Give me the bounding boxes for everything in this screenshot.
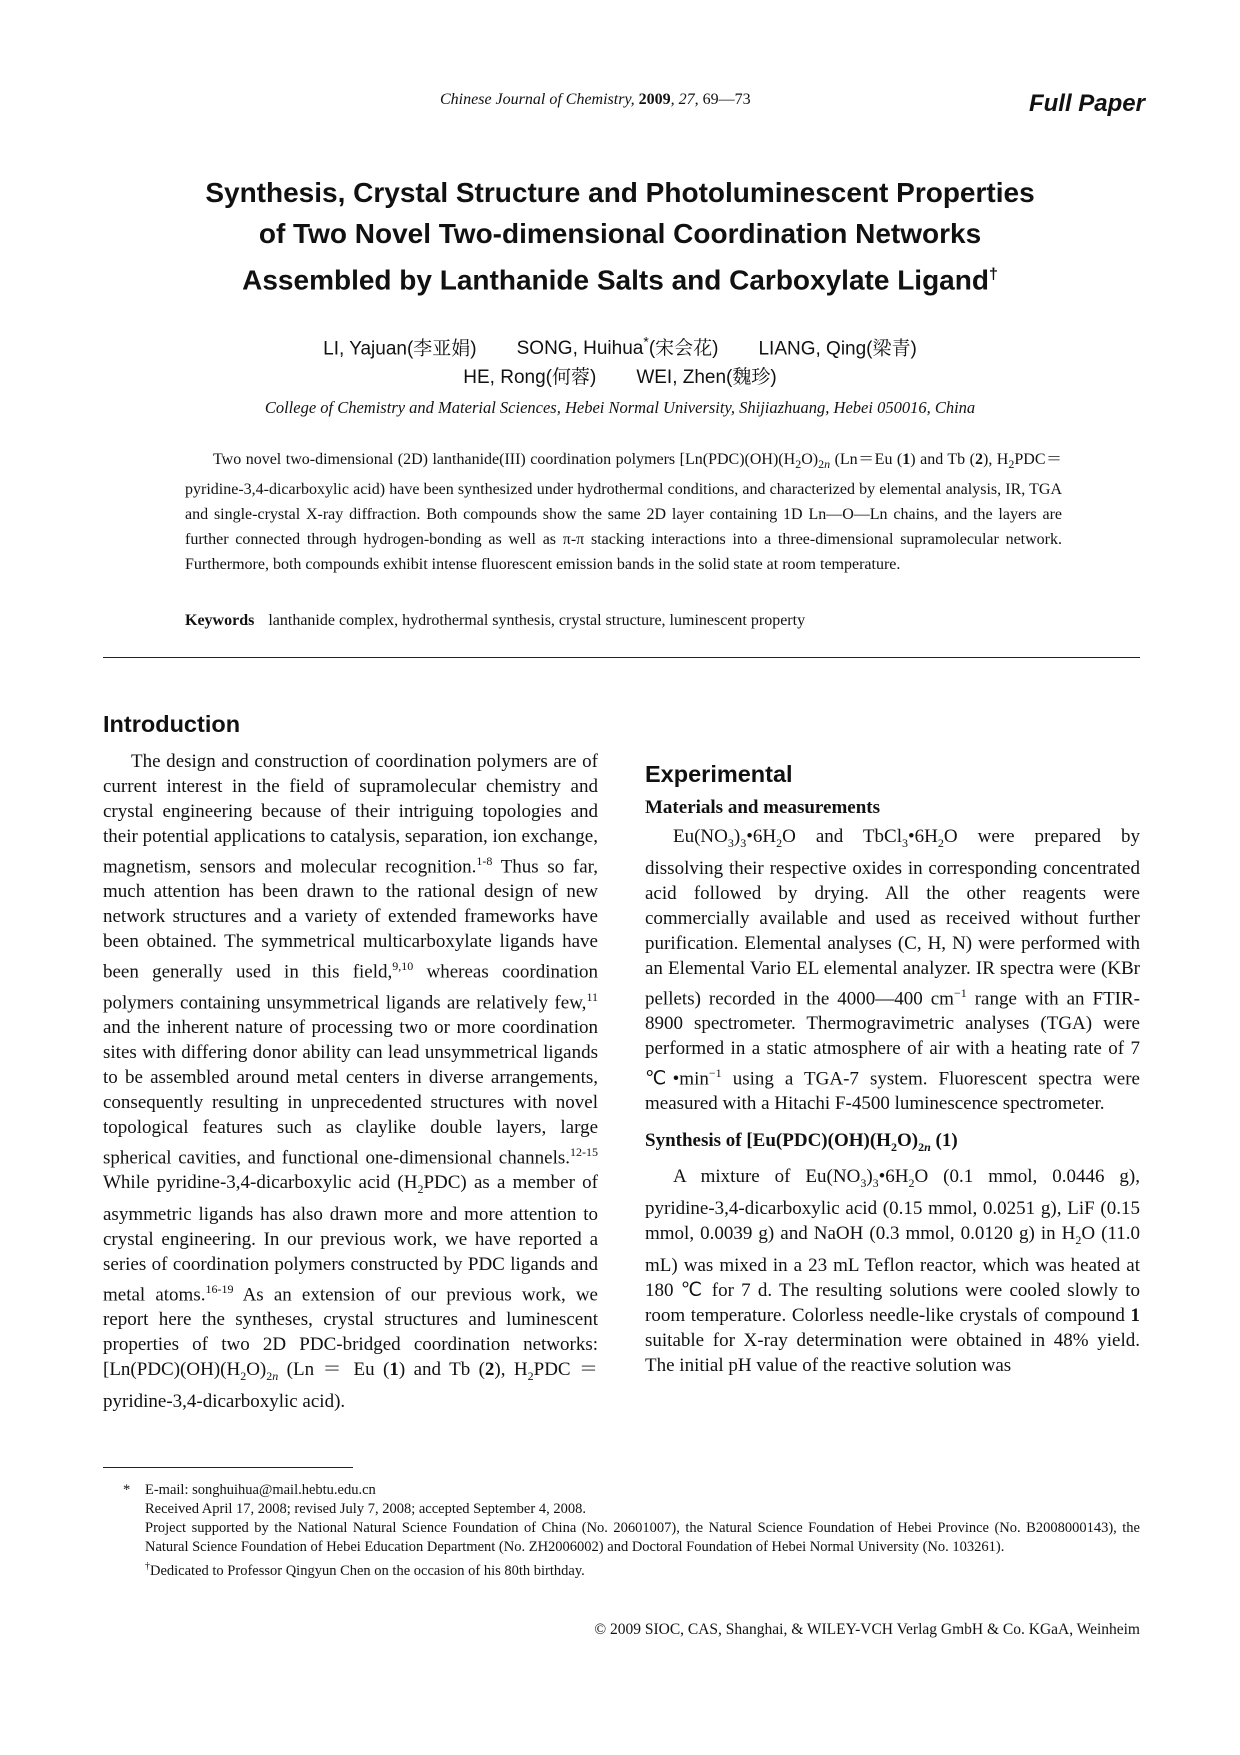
footnote-funding: Project supported by the National Natural Science Foundation of China (No. 20601007), the Natural Science Foundation of Hebei Province (No. B2008000143), the Natural Science Foundation of Hebei Education Department (No. ZH2006002) and Doctoral Foundation of Hebei Normal University (No. 103261). <box>145 1520 1140 1555</box>
experimental-heading: Experimental <box>645 761 793 787</box>
materials-paragraph: $Eu(NO_3)_3•6H_2O$ and $TbCl_3•6H_2O$ were prepared by dissolving their respective oxides in corresponding concentrated acid followed by drying. All the other reagents were commercially available and used as received without further purification. Elemental analyses (C, H, N) were performed with an Elemental Vario EL elemental analyzer. IR spectra were (KBr pellets) recorded in the 4000—400 $cm^{-1}$ range with an FTIR-8900 spectrometer. Thermogravimetric analyses (TGA) were performed in a static atmosphere of air with a heating rate of 7 $℃•\min^{-1}$ using a TGA-7 system. Fluorescent spectra were measured with a Hitachi F-4500 luminescence spectrometer. <box>645 826 1141 1115</box>
title-line-3-text: Assembled by Lanthanide Salts and Carboxylate Ligand <box>242 264 989 296</box>
title-dagger: † <box>988 266 998 283</box>
introduction-section <box>103 712 598 1414</box>
author-row-1 <box>120 328 1120 363</box>
introduction-paragraph: The design and construction of coordination polymers are of current interest in the field of supramolecular chemistry and crystal engineering because of their intriguing topologies and their potential applications to catalysis, separation, ion exchange, magnetism, sensors and molecular recognition.$^{1-8}$ Thus so far, much attention has been drawn to the rational design of new network structures and a variety of extended frameworks have been obtained. The symmetrical multicarboxylate ligands have been generally used in this field,$^{9,10}$ whereas coordination polymers containing unsymmetrical ligands are relatively few,$^{11}$ and the inherent nature of processing two or more coordination sites with differing donor ability can lead unsymmetrical ligands to be assembled around metal centers in diverse arrangements, consequently resulting in unprecedented structures with novel topological features such as claylike double layers, large spherical cavities, and functional one-dimensional channels.$^{12-15}$ While pyridine-3,4-dicarboxylic acid $(H_2PDC)$ as a member of asymmetric ligands has also drawn more and more attention to crystal engineering. In our previous work, we have reported a series of coordination polymers constructed by PDC ligands and metal atoms.$^{16-19}$ As an extension of our previous work, we report here the syntheses, crystal structures and luminescent properties of two 2D PDC-bridged coordination networks: [$Ln(PDC)(OH)(H_2O)_{2n}$ (Ln ＝ Eu (1) and Tb (2), $H_2PDC$ ＝ pyridine-3,4-dicarboxylic acid). <box>103 751 598 1413</box>
title-line-1: Synthesis, Crystal Structure and Photoluminescent Properties <box>205 177 1035 208</box>
keywords-label: Keywords <box>185 612 255 629</box>
journal-pages: 69—73 <box>702 91 751 108</box>
footnote-received: Received April 17, 2008; revised July 7, 2008; accepted September 4, 2008. <box>145 1501 586 1517</box>
journal-name: Chinese Journal of Chemistry <box>440 91 631 108</box>
introduction-heading: Introduction <box>103 711 241 737</box>
footnote-email: * E-mail: songhuihua@mail.hebtu.edu.cn <box>123 1482 376 1498</box>
abstract: Two novel two-dimensional (2D) lanthanide(III) coordination polymers [$Ln(PDC)(OH)(H_2O)_{2n}$ (Ln＝Eu (1) and Tb (2), $H_2PDC=pyridine-3,4$-dicarboxylic acid) have been synthesized under hydrothermal conditions, and characterized by elemental analysis, IR, TGA and single-crystal X-ray diffraction. Both compounds show the same 2D layer containing 1D Ln—O—Ln chains, and the layers are further connected through hydrogen-bonding as well as π-π stacking interactions into a three-dimensional supramolecular network. Furthermore, both compounds exhibit intense fluorescent emission bands in the solid state at room temperature. <box>185 451 1062 574</box>
author-wei: WEI, Zhen(魏珍) <box>636 367 777 389</box>
title-line-2: of Two Novel Two-dimensional Coordination Networks <box>258 218 982 249</box>
header-divider <box>103 657 1140 658</box>
author-list <box>120 328 1120 392</box>
footnotes <box>123 1481 1140 1581</box>
author-liang: LIANG, Qing(梁青) <box>758 338 917 360</box>
author-li: LI, Yajuan(李亚娟) <box>323 338 477 360</box>
experimental-section <box>645 762 1140 1378</box>
title-line-3 <box>120 254 1120 300</box>
keywords <box>185 612 805 630</box>
keywords-text: lanthanide complex, hydrothermal synthesis, crystal structure, luminescent property <box>268 612 806 629</box>
affiliation: College of Chemistry and Material Sciences, Hebei Normal University, Shijiazhuang, Hebei 050016, China <box>264 398 976 417</box>
journal-year: 2009 <box>638 91 671 108</box>
synthesis-paragraph: A mixture of $Eu(NO_3)_3•6H_2O$ (0.1 mmol, 0.0446 g), pyridine-3,4-dicarboxylic acid (0.15 mmol, 0.0251 g), LiF (0.15 mmol, 0.0039 g) and NaOH (0.3 mmol, 0.0120 g) in $H_2O$ (11.0 mL) was mixed in a 23 mL Teflon reactor, which was heated at 180 ℃ for 7 d. The resulting solutions were cooled slowly to room temperature. Colorless needle-like crystals of compound 1 suitable for X-ray determination were obtained in 48% yield. The initial pH value of the reactive solution was <box>645 1166 1141 1376</box>
journal-citation: Chinese Journal of Chemistry, 2009, 27, 69—73 <box>440 91 751 108</box>
journal-volume: 27 <box>678 91 695 108</box>
author-he: HE, Rong(何蓉) <box>463 367 597 389</box>
footnote-divider <box>103 1467 353 1468</box>
copyright: © 2009 SIOC, CAS, Shanghai, & WILEY-VCH Verlag GmbH & Co. KGaA, Weinheim <box>594 1621 1140 1638</box>
author-song: SONG, Huihua*(宋会花) <box>516 334 719 360</box>
author-row-2 <box>120 363 1120 392</box>
synthesis-heading: Synthesis of [$Eu(PDC)(OH)(H_2O)_{2n}$ (1) <box>645 1130 958 1155</box>
article-type: Full Paper <box>1028 90 1145 117</box>
article-title <box>120 172 1120 300</box>
footnote-dedication: †Dedicated to Professor Qingyun Chen on the occasion of his 80th birthday. <box>145 1561 585 1579</box>
materials-heading: Materials and measurements <box>645 797 881 818</box>
